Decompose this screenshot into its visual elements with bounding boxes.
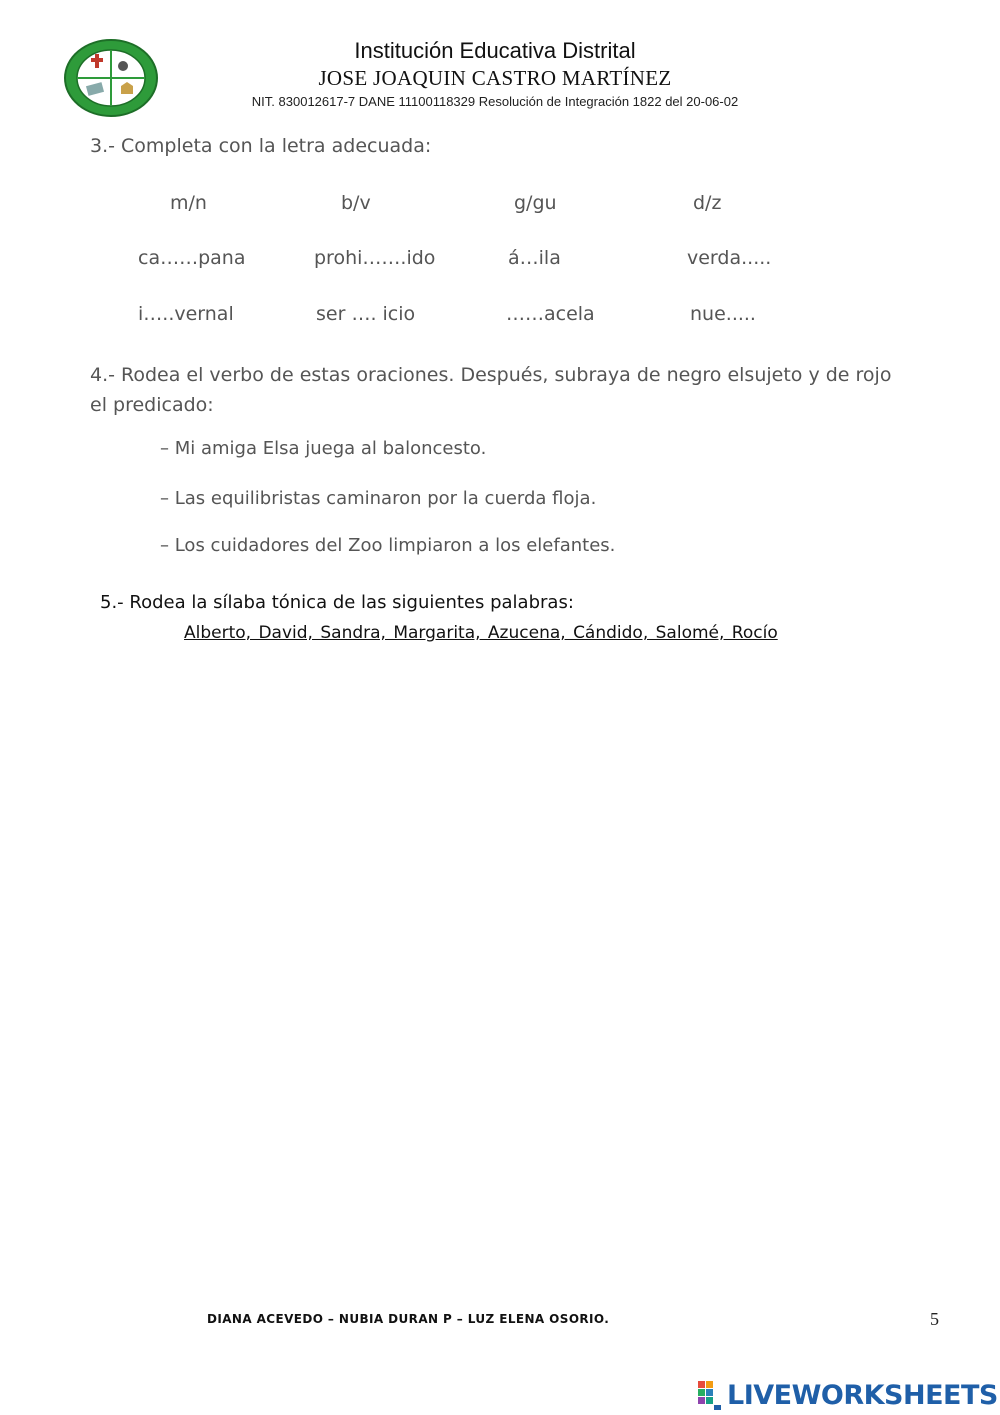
letter-pair-header: b/v (341, 192, 371, 214)
letter-pair-header: d/z (693, 192, 722, 214)
fill-word: i…..vernal (138, 303, 234, 325)
exercise-4-title: 4.- Rodea el verbo de estas oraciones. Después, subraya de negro elsujeto y de rojo el predicado: (90, 364, 892, 416)
liveworksheets-logo (697, 1375, 998, 1415)
letter-pair-header: m/n (170, 192, 207, 214)
registration-info: NIT. 830012617-7 DANE 11100118329 Resolución de Integración 1822 del 20-06-02 (251, 94, 739, 109)
page-number: 5 (930, 1309, 939, 1329)
fill-word: verda..... (687, 247, 772, 269)
fill-word: ser …. icio (316, 303, 416, 325)
sentence: – Las equilibristas caminaron por la cuerda floja. (160, 488, 597, 509)
exercise-5-title: 5.- Rodea la sílaba tónica de las siguientes palabras: (100, 592, 574, 613)
word-list: Alberto, David, Sandra, Margarita, Azucena, Cándido, Salomé, Rocío (184, 623, 778, 643)
fill-word: á…ila (508, 247, 561, 269)
sentence: – Los cuidadores del Zoo limpiaron a los elefantes. (160, 535, 616, 556)
liveworksheets-icon (697, 1379, 723, 1411)
exercise-3-title: 3.- Completa con la letra adecuada: (90, 135, 432, 157)
fill-word: nue..... (690, 303, 756, 325)
brand-text: LIVEWORKSHEETS (727, 1379, 998, 1411)
fill-word: ca……pana (138, 247, 246, 269)
fill-word: prohi…….ido (314, 247, 436, 269)
letter-pair-header: g/gu (514, 192, 557, 214)
fill-word: ……acela (506, 303, 595, 325)
institution-name: Institución Educativa Distrital (354, 38, 636, 63)
school-name: JOSE JOAQUIN CASTRO MARTÍNEZ (318, 66, 672, 90)
sentence: – Mi amiga Elsa juega al baloncesto. (160, 438, 487, 459)
authors-footer: DIANA ACEVEDO – NUBIA DURAN P – LUZ ELENA OSORIO. (207, 1312, 610, 1326)
